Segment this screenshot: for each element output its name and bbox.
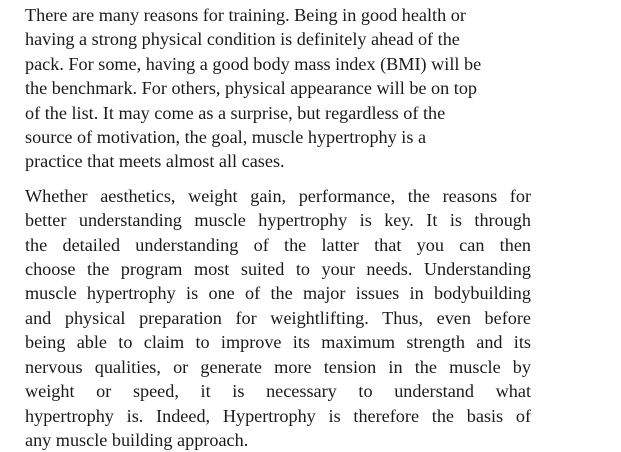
paragraph-line: practice that meets almost all cases. [25, 151, 285, 172]
paragraph-line: any muscle building approach. [25, 429, 249, 450]
paragraph-line: better understanding muscle hypertrophy is key. It is through [25, 210, 531, 231]
paragraph-line: weight or speed, it is necessary to understand what [25, 381, 531, 402]
paragraph-line: Whether aesthetics, weight gain, performance, the reasons for [25, 185, 531, 206]
paragraph-line: muscle hypertrophy is one of the major issues in bodybuilding [25, 283, 531, 304]
paragraph-1 [25, 3, 531, 174]
paragraph-line: being able to claim to improve its maximum strength and its [25, 332, 531, 353]
paragraph-line: of the list. It may come as a surprise, but regardless of the [25, 102, 446, 123]
paragraph-line: There are many reasons for training. Being in good health or [25, 5, 466, 25]
paragraph-line: having a strong physical condition is definitely ahead of the [25, 29, 460, 50]
paragraph-line: nervous qualities, or generate more tension in the muscle by [25, 356, 531, 377]
paragraph-line: the benchmark. For others, physical appearance will be on top [25, 78, 478, 99]
paragraph-line: pack. For some, having a good body mass index (BMI) will be [25, 53, 482, 74]
paragraph-line: the detailed understanding of the latter that you can then [25, 234, 531, 255]
paragraph-2 [25, 184, 531, 452]
paragraph-line: and physical preparation for weightlifting. Thus, even before [25, 307, 531, 328]
document-page [25, 3, 531, 452]
paragraph-line: source of motivation, the goal, muscle hypertrophy is a [25, 127, 427, 148]
paragraph-line: choose the program most suited to your needs. Understanding [25, 259, 531, 280]
paragraph-line: hypertrophy is. Indeed, Hypertrophy is therefore the basis of [25, 405, 531, 426]
